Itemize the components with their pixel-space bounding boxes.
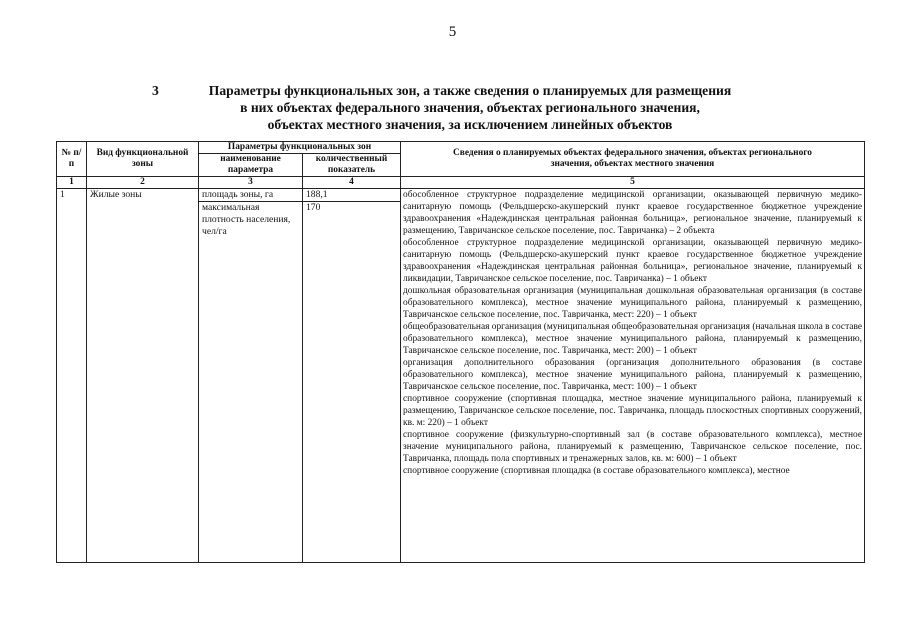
page-number: 5: [448, 24, 457, 40]
planned-object: обособленное структурное подразделение медицинской организации, оказывающей первичную медико-санитарную помощь (Фельдшерско-акушерский пункт краевое государственное бюджетное учреждение здравоохранения «Надеждинская центральная районная больница», региональное значение, планируемый к размещению, Тавричанское сельское поселение, пос. Тавричанка) – 2 объекта: [403, 190, 863, 236]
header-param-value: количественный показатель: [303, 154, 401, 177]
header-params-group: Параметры функциональных зон: [199, 142, 401, 154]
param-name: площадь зоны, га: [199, 189, 303, 202]
planned-object: спортивное сооружение (физкультурно-спортивный зал (в составе образовательного комплекса), местное значение муниципального района, планируемый к размещению, Тавричанское сельское поселение, пос. Тавричанка, площадь пола спортивных и тренажерных залов, кв. м: 600) – 1 объект: [403, 430, 863, 464]
table-row: [57, 189, 865, 202]
parameters-table: [56, 141, 865, 563]
section-number: 3: [152, 83, 159, 98]
row-num: 1: [57, 189, 87, 563]
planned-object: организация дополнительного образования (организация дополнительного образования (в составе образовательного комплекса), местное значение муниципального района, планируемый к размещению, Тавричанское сельское поселение, пос. Тавричанка, мест: 100) – 1 объект: [403, 358, 863, 392]
planned-object: общеобразовательная организация (муниципальная общеобразовательная организация (начальная школа в составе образовательного комплекса), местное значение муниципального района, планируемый к размещению, Тавричанское сельское поселение, пос. Тавричанка, мест: 200) – 1 объект: [403, 322, 863, 356]
section-title-line: в них объектах федерального значения, объектах регионального значения,: [240, 100, 700, 115]
header-param-name: наименование параметра: [199, 154, 303, 177]
column-numbers-row: [57, 177, 865, 189]
header-info: Сведения о планируемых объектах федерального значения, объектах регионального значения, объектах местного значения: [401, 142, 865, 177]
planned-object: дошкольная образовательная организация (муниципальная дошкольная образовательная организация (в составе образовательного комплекса), местное значение муниципального района, планируемый к размещению, Тавричанское сельское поселение, пос. Тавричанка, мест: 220) – 1 объект: [403, 286, 863, 320]
param-value: 170: [303, 202, 401, 563]
section-title: [150, 82, 790, 133]
param-value: 188,1: [303, 189, 401, 202]
header-num: № п/п: [57, 142, 87, 177]
column-number: 4: [303, 177, 401, 189]
planned-object: обособленное структурное подразделение медицинской организации, оказывающей первичную медико-санитарную помощь (Фельдшерско-акушерский пункт краевое государственное бюджетное учреждение здравоохранения «Надеждинская центральная районная больница», региональное значение, планируемый к ликвидации, Тавричанское сельское поселение, пос. Тавричанка) – 1 объект: [403, 238, 863, 284]
planned-object: спортивное сооружение (спортивная площадка, местное значение муниципального района, планируемый к размещению, Тавричанское сельское поселение, пос. Тавричанка, площадь плоскостных спортивных сооружений, кв. м: 220) – 1 объект: [403, 394, 863, 428]
column-number: 1: [57, 177, 87, 189]
column-number: 5: [401, 177, 865, 189]
column-number: 2: [87, 177, 199, 189]
section-title-line: Параметры функциональных зон, а также сведения о планируемых для размещения: [208, 83, 732, 98]
column-number: 3: [199, 177, 303, 189]
row-zone-type: Жилые зоны: [87, 189, 199, 563]
planned-objects-cell: [401, 189, 865, 563]
param-name: максимальная плотность населения, чел/га: [199, 202, 303, 563]
section-title-line: объектах местного значения, за исключением линейных объектов: [267, 117, 673, 132]
planned-object: спортивное сооружение (спортивная площадка (в составе образовательного комплекса), местное: [403, 466, 790, 476]
header-zone-type: Вид функциональной зоны: [87, 142, 199, 177]
table-header-row: [57, 142, 865, 154]
